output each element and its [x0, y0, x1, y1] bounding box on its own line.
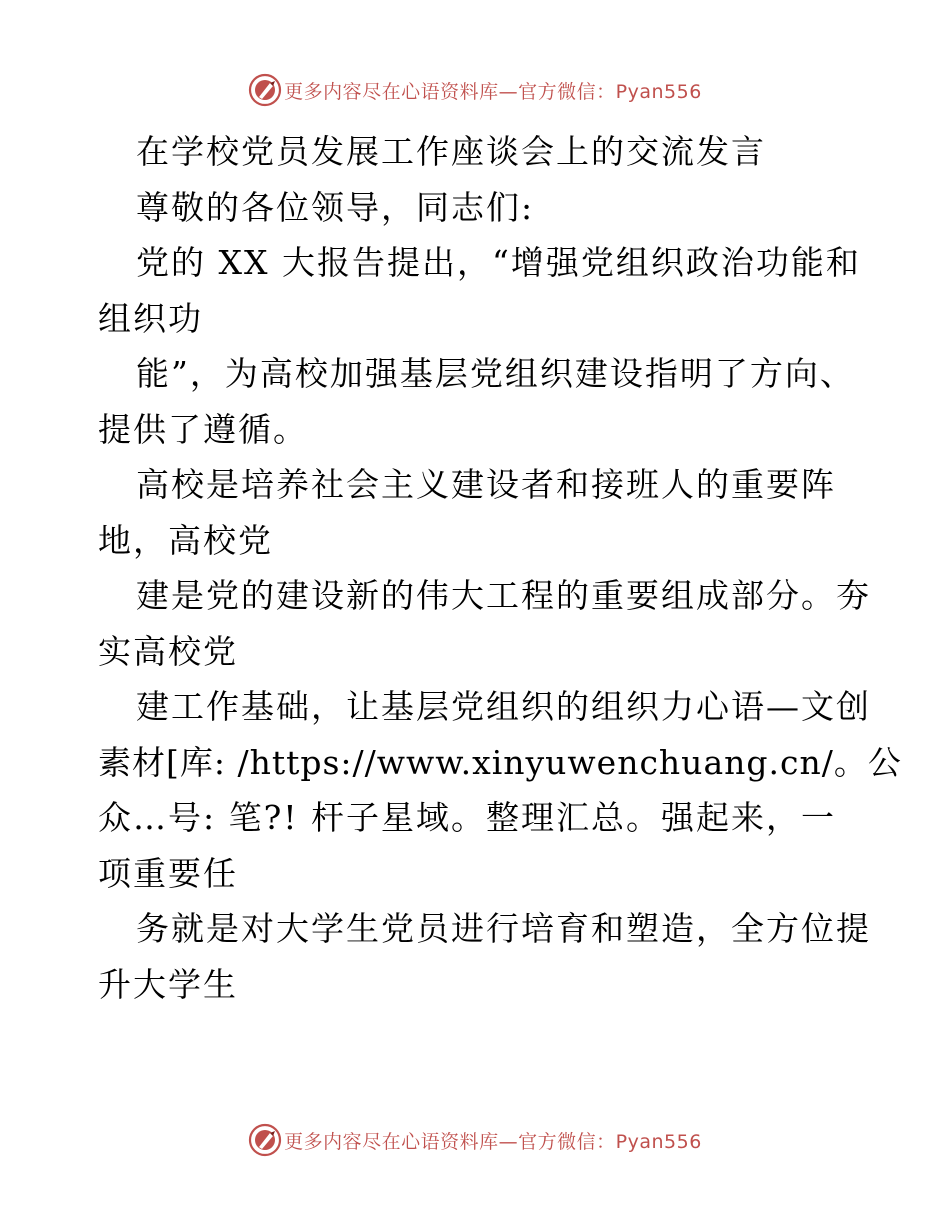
paragraph-line: 提供了遵循。	[98, 409, 308, 449]
paragraph-line: 项重要任	[98, 853, 238, 893]
header-banner	[0, 70, 950, 110]
paragraph-line: 实高校党	[98, 631, 238, 671]
paragraph-line: 能”，为高校加强基层党组织建设指明了方向、	[136, 354, 855, 393]
paragraph-line: 务就是对大学生党员进行培育和塑造，全方位提	[136, 909, 871, 948]
paragraph-line: 升大学生	[98, 964, 238, 1004]
paragraph-line: 建是党的建设新的伟大工程的重要组成部分。夯	[136, 576, 871, 615]
header-text: 更多内容尽在心语资料库—官方微信：Pyan556	[284, 80, 702, 103]
footer-banner	[0, 1120, 950, 1160]
paragraph-line: 众…号: 笔?! 杆子星域。整理汇总。强起来，一	[98, 798, 837, 837]
document-body	[98, 124, 902, 1012]
document-title: 在学校党员发展工作座谈会上的交流发言	[136, 132, 766, 171]
paragraph-line: 高校是培养社会主义建设者和接班人的重要阵	[136, 465, 836, 504]
paragraph-line: 组织功	[98, 298, 203, 338]
pen-nib-logo-icon	[248, 73, 282, 107]
paragraph-line: 建工作基础，让基层党组织的组织力心语—文创	[136, 687, 871, 726]
paragraph-line: 地，高校党	[98, 520, 273, 560]
paragraph-line: 党的 XX 大报告提出，“增强党组织政治功能和	[136, 243, 861, 282]
footer-text: 更多内容尽在心语资料库—官方微信：Pyan556	[284, 1130, 702, 1153]
salutation: 尊敬的各位领导，同志们:	[136, 187, 535, 227]
paragraph-line-url: 素材[库: /https://www.xinyuwenchuang.cn/。公	[98, 742, 902, 782]
pen-nib-logo-icon	[248, 1123, 282, 1157]
